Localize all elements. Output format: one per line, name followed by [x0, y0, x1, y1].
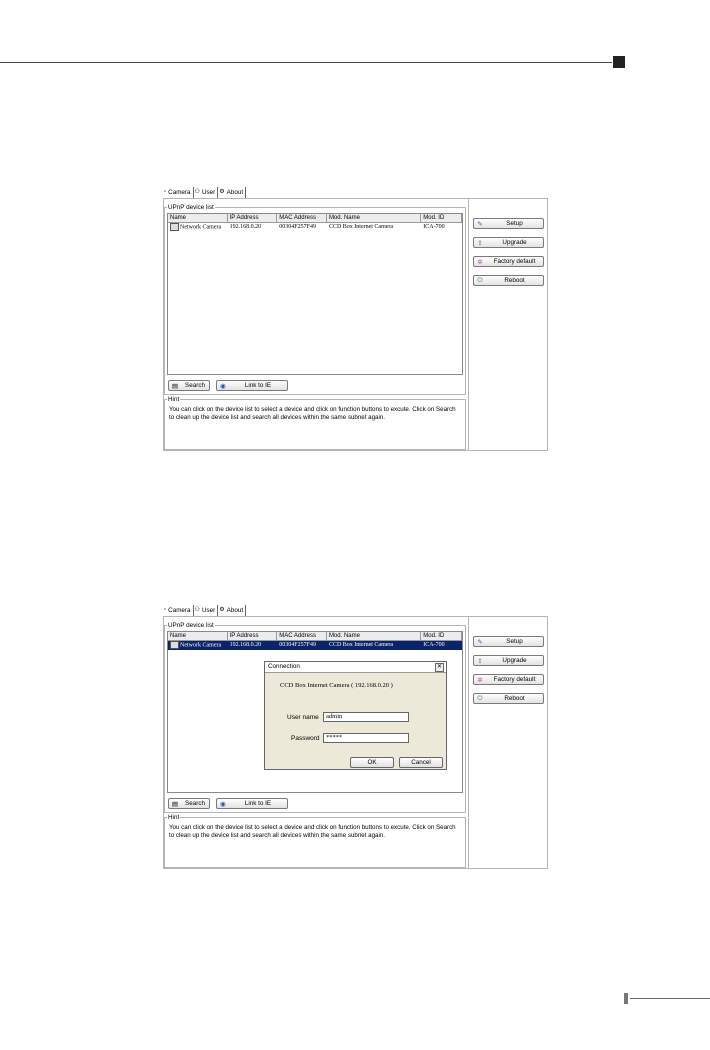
cell-mac: 00304F257F49	[279, 224, 316, 230]
bottom-marker	[624, 993, 628, 1004]
close-icon[interactable]: ✕	[436, 664, 443, 670]
factory-default-button[interactable]: ✲ Factory default	[473, 674, 544, 685]
list-header	[168, 632, 462, 641]
cell-ip: 192.168.0.20	[229, 642, 262, 648]
hint-group	[164, 396, 466, 450]
column-header-ip[interactable]: IP Address	[228, 214, 278, 222]
link-to-ie-button[interactable]: ◉ Link to IE	[216, 798, 288, 809]
tab-bar	[163, 186, 246, 198]
password-label: Password	[291, 735, 320, 742]
gear-icon: ✲	[477, 258, 483, 266]
search-icon: ▤	[171, 382, 179, 390]
camera-device-icon	[170, 641, 179, 649]
info-icon: ⚙	[219, 189, 225, 195]
bottom-rule	[630, 998, 710, 999]
button-column-divider	[468, 617, 469, 869]
camera-panel	[163, 198, 548, 451]
dialog-title-bar	[265, 662, 446, 673]
column-header-mod-id[interactable]: Mod. ID	[421, 632, 462, 640]
user-icon: ⚇	[194, 189, 200, 195]
hint-legend: Hint	[168, 396, 180, 403]
upgrade-icon: ⇪	[477, 239, 483, 247]
cancel-button[interactable]: Cancel	[399, 757, 443, 768]
tab-bar	[163, 604, 246, 616]
hint-group	[164, 814, 466, 868]
password-field[interactable]: *****	[323, 733, 409, 743]
username-field[interactable]: admin	[323, 712, 409, 722]
camera-icon: ▫	[164, 607, 167, 613]
camera-panel	[163, 616, 548, 869]
cell-mod-id: ICA-700	[423, 224, 445, 230]
column-header-mac[interactable]: MAC Address	[277, 632, 327, 640]
reboot-button[interactable]: ⏻ Reboot	[473, 693, 544, 704]
list-item-selected[interactable]	[168, 641, 462, 650]
column-header-mod-id[interactable]: Mod. ID	[421, 214, 462, 222]
list-header	[168, 214, 462, 223]
device-list-legend: UPnP device list	[168, 622, 214, 629]
info-icon: ⚙	[219, 607, 225, 613]
wrench-icon: ✎	[477, 638, 483, 646]
ok-button[interactable]: OK	[350, 757, 394, 768]
wrench-icon: ✎	[477, 220, 483, 228]
connection-dialog	[264, 661, 447, 770]
device-list[interactable]	[167, 213, 463, 375]
list-item[interactable]	[168, 223, 462, 232]
top-rule	[0, 62, 612, 63]
setup-button[interactable]: ✎ Setup	[473, 636, 544, 647]
power-icon: ⏻	[477, 694, 483, 702]
power-icon: ⏻	[477, 276, 483, 284]
gear-icon: ✲	[477, 676, 483, 684]
cell-name: Network Camera	[168, 641, 228, 650]
ie-icon: ◉	[220, 382, 226, 390]
button-column-divider	[468, 199, 469, 451]
device-list-group	[164, 622, 466, 813]
dialog-title: Connection	[268, 663, 300, 670]
hint-text: You can click on the device list to select a device and click on function buttons to excute. Click on Search to clean up the device list and search all devices within the same subnet again.	[169, 824, 456, 839]
reboot-button[interactable]: ⏻ Reboot	[473, 275, 544, 286]
tab-camera[interactable]: ▫ Camera	[163, 187, 194, 198]
column-header-ip[interactable]: IP Address	[228, 632, 278, 640]
device-list[interactable]	[167, 631, 463, 793]
cell-mac: 00304F257F49	[279, 642, 316, 648]
ie-icon: ◉	[220, 800, 226, 808]
factory-default-button[interactable]: ✲ Factory default	[473, 256, 544, 267]
device-list-legend: UPnP device list	[168, 204, 214, 211]
dialog-device-label: CCD Box Internet Camera ( 192.168.0.20 )	[280, 682, 393, 689]
upgrade-icon: ⇪	[477, 657, 483, 665]
hint-text: You can click on the device list to select a device and click on function buttons to excute. Click on Search to clean up the device list and search all devices within the same subnet again.	[169, 406, 456, 421]
column-header-mod-name[interactable]: Mod. Name	[327, 632, 421, 640]
screenshot-main	[163, 186, 548, 451]
tab-about[interactable]: ⚙ About	[218, 605, 246, 616]
setup-button[interactable]: ✎ Setup	[473, 218, 544, 229]
tab-about[interactable]: ⚙ About	[218, 187, 246, 198]
search-button[interactable]: ▤ Search	[168, 380, 210, 391]
top-marker	[613, 56, 625, 68]
column-header-mac[interactable]: MAC Address	[277, 214, 327, 222]
cell-name: Network Camera	[168, 223, 228, 232]
cell-mod-id: ICA-700	[423, 642, 445, 648]
username-label: User name	[287, 714, 319, 721]
column-header-name[interactable]: Name	[168, 632, 228, 640]
camera-device-icon	[170, 223, 179, 231]
search-icon: ▤	[171, 800, 179, 808]
link-to-ie-button[interactable]: ◉ Link to IE	[216, 380, 288, 391]
cell-ip: 192.168.0.20	[229, 224, 262, 230]
upgrade-button[interactable]: ⇪ Upgrade	[473, 655, 544, 666]
column-header-name[interactable]: Name	[168, 214, 228, 222]
device-list-group	[164, 204, 466, 395]
column-header-mod-name[interactable]: Mod. Name	[327, 214, 421, 222]
camera-icon: ▫	[164, 189, 167, 195]
tab-camera[interactable]: ▫ Camera	[163, 605, 194, 616]
user-icon: ⚇	[194, 607, 200, 613]
tab-user[interactable]: ⚇ User	[194, 187, 219, 198]
screenshot-connection	[163, 604, 548, 869]
upgrade-button[interactable]: ⇪ Upgrade	[473, 237, 544, 248]
cell-mod-name: CCD Box Internet Camera	[328, 642, 394, 648]
search-button[interactable]: ▤ Search	[168, 798, 210, 809]
cell-mod-name: CCD Box Internet Camera	[328, 224, 394, 230]
hint-legend: Hint	[168, 814, 180, 821]
tab-user[interactable]: ⚇ User	[194, 605, 219, 616]
